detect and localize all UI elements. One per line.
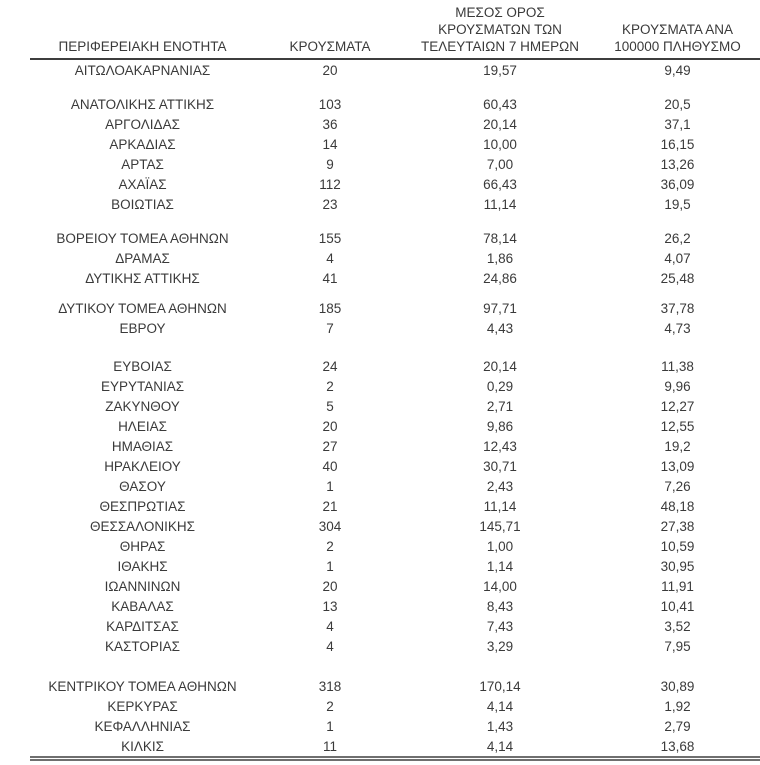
cell-avg-7day: 78,14: [483, 230, 517, 246]
table-row: [30, 114, 760, 134]
cell-avg-7day: 7,00: [486, 156, 514, 172]
cell-avg-7day: 1,14: [486, 558, 514, 574]
cell-avg-7day: 97,71: [483, 300, 517, 316]
table-row: [30, 516, 760, 536]
cell-avg-7day: 2,71: [486, 398, 514, 414]
column-header-line: ΚΡΟΥΣΜΑΤΩΝ ΤΩΝ: [438, 22, 562, 37]
cell-cases: 103: [318, 96, 342, 112]
cell-avg-7day: 4,14: [486, 738, 514, 754]
cell-per-100k: 9,49: [664, 62, 691, 78]
table-row: [30, 556, 760, 576]
cell-cases: 41: [322, 270, 338, 286]
table-row: [30, 476, 760, 496]
column-header-region: [30, 0, 255, 59]
cell-per-100k: 48,18: [660, 498, 695, 514]
cell-per-100k: 20,5: [664, 96, 691, 112]
table-row: [30, 396, 760, 416]
table-row: [30, 716, 760, 736]
cell-avg-7day: 14,00: [483, 578, 517, 594]
cell-cases: 36: [322, 116, 338, 132]
cell-avg-7day: 19,57: [483, 62, 517, 78]
group-spacer: [30, 288, 760, 298]
cell-avg-7day: 1,86: [486, 250, 514, 266]
cell-region-name: ΘΑΣΟΥ: [119, 478, 166, 494]
table-row: [30, 436, 760, 456]
cell-region-name: ΑΝΑΤΟΛΙΚΗΣ ΑΤΤΙΚΗΣ: [70, 96, 215, 112]
column-header-line: ΜΕΣΟΣ ΟΡΟΣ: [455, 5, 545, 20]
table-row: [30, 736, 760, 759]
cell-per-100k: 19,2: [664, 438, 691, 454]
cell-per-100k: 7,26: [664, 478, 691, 494]
cell-cases: 1: [326, 718, 334, 734]
table-row: [30, 456, 760, 476]
cell-cases: 4: [326, 250, 334, 266]
cell-avg-7day: 7,43: [486, 618, 514, 634]
cell-region-name: ΔΡΑΜΑΣ: [115, 250, 170, 266]
cell-avg-7day: 60,43: [483, 96, 517, 112]
cell-per-100k: 7,95: [664, 638, 691, 654]
table-row: [30, 298, 760, 318]
cell-cases: 1: [326, 478, 334, 494]
cell-cases: 2: [326, 538, 334, 554]
cell-per-100k: 30,95: [660, 558, 695, 574]
cell-per-100k: 11,91: [661, 578, 694, 594]
group-spacer-cell: [30, 214, 760, 228]
cell-region-name: ΑΡΚΑΔΙΑΣ: [109, 136, 176, 152]
column-header-line: ΠΕΡΙΦΕΡΕΙΑΚΗ ΕΝΟΤΗΤΑ: [58, 39, 227, 54]
cell-per-100k: 25,48: [660, 270, 695, 286]
cell-cases: 5: [326, 398, 334, 414]
cell-region-name: ΖΑΚΥΝΘΟΥ: [105, 398, 180, 414]
cell-cases: 185: [318, 300, 342, 316]
group-spacer: [30, 80, 760, 94]
cell-region-name: ΚΙΛΚΙΣ: [121, 738, 164, 754]
column-header-per-100k: [595, 0, 760, 59]
cell-avg-7day: 0,29: [486, 378, 514, 394]
cell-cases: 2: [326, 378, 334, 394]
cell-avg-7day: 30,71: [483, 458, 517, 474]
column-header-line: ΚΡΟΥΣΜΑΤΑ: [289, 39, 371, 54]
cell-cases: 24: [322, 358, 338, 374]
cell-per-100k: 3,52: [664, 618, 691, 634]
cell-region-name: ΔΥΤΙΚΗΣ ΑΤΤΙΚΗΣ: [85, 270, 200, 286]
cell-region-name: ΚΕΝΤΡΙΚΟΥ ΤΟΜΕΑ ΑΘΗΝΩΝ: [48, 678, 237, 694]
table-row: [30, 416, 760, 436]
cell-region-name: ΚΑΣΤΟΡΙΑΣ: [105, 638, 180, 654]
cell-per-100k: 16,15: [660, 136, 695, 152]
cell-region-name: ΚΕΦΑΛΛΗΝΙΑΣ: [94, 718, 191, 734]
cell-per-100k: 10,59: [660, 538, 695, 554]
cell-avg-7day: 10,00: [483, 136, 517, 152]
cell-cases: 13: [322, 598, 338, 614]
cell-cases: 9: [326, 156, 334, 172]
cell-per-100k: 12,55: [660, 418, 695, 434]
table-row: [30, 576, 760, 596]
table-row: [30, 268, 760, 288]
cell-region-name: ΔΥΤΙΚΟΥ ΤΟΜΕΑ ΑΘΗΝΩΝ: [58, 300, 227, 316]
cell-avg-7day: 170,14: [479, 678, 521, 694]
cell-avg-7day: 4,43: [486, 320, 514, 336]
cell-per-100k: 37,1: [664, 116, 691, 132]
cell-per-100k: 26,2: [664, 230, 691, 246]
cell-avg-7day: 12,43: [483, 438, 517, 454]
cell-per-100k: 9,96: [664, 378, 691, 394]
group-spacer: [30, 214, 760, 228]
cell-region-name: ΚΑΡΔΙΤΣΑΣ: [106, 618, 179, 634]
table-row: [30, 596, 760, 616]
table-body: [30, 59, 760, 759]
regional-cases-table: [30, 0, 760, 761]
cell-cases: 318: [318, 678, 342, 694]
table-row: [30, 134, 760, 154]
cell-region-name: ΑΧΑΪΑΣ: [118, 176, 167, 192]
cell-cases: 304: [318, 518, 342, 534]
cell-region-name: ΘΕΣΣΑΛΟΝΙΚΗΣ: [89, 518, 196, 534]
cell-avg-7day: 1,00: [486, 538, 514, 554]
cell-cases: 11: [322, 738, 337, 754]
cell-region-name: ΙΩΑΝΝΙΝΩΝ: [104, 578, 181, 594]
table-row: [30, 616, 760, 636]
cell-cases: 27: [322, 438, 338, 454]
cell-avg-7day: 2,43: [486, 478, 514, 494]
cell-region-name: ΙΘΑΚΗΣ: [117, 558, 168, 574]
cell-per-100k: 4,73: [664, 320, 691, 336]
cell-per-100k: 13,26: [660, 156, 695, 172]
table-row: [30, 194, 760, 214]
table-row: [30, 536, 760, 556]
cell-region-name: ΕΥΒΟΙΑΣ: [113, 358, 172, 374]
group-spacer-cell: [30, 338, 760, 356]
table-header: [30, 0, 760, 59]
cell-per-100k: 1,92: [664, 698, 691, 714]
cell-per-100k: 19,5: [664, 196, 691, 212]
cell-per-100k: 37,78: [660, 300, 695, 316]
cell-region-name: ΘΗΡΑΣ: [119, 538, 166, 554]
group-spacer-cell: [30, 288, 760, 298]
cell-cases: 4: [326, 618, 334, 634]
table-row: [30, 228, 760, 248]
cell-region-name: ΗΜΑΘΙΑΣ: [111, 438, 174, 454]
table-row: [30, 174, 760, 194]
cell-per-100k: 27,38: [660, 518, 695, 534]
cell-avg-7day: 9,86: [486, 418, 514, 434]
cell-region-name: ΕΥΡΥΤΑΝΙΑΣ: [100, 378, 185, 394]
group-spacer-cell: [30, 656, 760, 676]
cell-cases: 20: [322, 578, 338, 594]
table-row: [30, 154, 760, 174]
cell-cases: 40: [322, 458, 338, 474]
cell-avg-7day: 11,14: [483, 196, 517, 212]
table-header-row: [30, 0, 760, 59]
cell-cases: 4: [326, 638, 334, 654]
cell-avg-7day: 4,14: [486, 698, 514, 714]
cell-cases: 7: [326, 320, 334, 336]
table-row: [30, 496, 760, 516]
cell-avg-7day: 20,14: [483, 358, 517, 374]
cell-avg-7day: 3,29: [486, 638, 514, 654]
cell-cases: 112: [319, 176, 341, 192]
group-spacer-cell: [30, 80, 760, 94]
cell-cases: 20: [322, 418, 338, 434]
cell-cases: 20: [322, 62, 338, 78]
cell-avg-7day: 11,14: [483, 498, 517, 514]
group-spacer: [30, 656, 760, 676]
cell-avg-7day: 20,14: [483, 116, 517, 132]
cell-per-100k: 2,79: [664, 718, 691, 734]
cell-cases: 14: [322, 136, 338, 152]
table-row: [30, 696, 760, 716]
cell-region-name: ΒΟΡΕΙΟΥ ΤΟΜΕΑ ΑΘΗΝΩΝ: [56, 230, 229, 246]
table-row: [30, 318, 760, 338]
cell-region-name: ΑΙΤΩΛΟΑΚΑΡΝΑΝΙΑΣ: [74, 62, 211, 78]
cell-region-name: ΑΡΓΟΛΙΔΑΣ: [105, 116, 180, 132]
cell-region-name: ΗΛΕΙΑΣ: [118, 418, 167, 434]
cell-region-name: ΑΡΤΑΣ: [121, 156, 164, 172]
column-header-line: ΤΕΛΕΥΤΑΙΩΝ 7 ΗΜΕΡΩΝ: [421, 39, 579, 54]
cell-region-name: ΒΟΙΩΤΙΑΣ: [111, 196, 174, 212]
table-row: [30, 636, 760, 656]
cell-per-100k: 36,09: [660, 176, 695, 192]
cell-cases: 155: [318, 230, 342, 246]
cell-cases: 2: [326, 698, 334, 714]
column-header-line: 100000 ΠΛΗΘΥΣΜΟ: [614, 39, 741, 54]
cell-avg-7day: 145,71: [479, 518, 521, 534]
cell-per-100k: 30,89: [660, 678, 695, 694]
table-row: [30, 94, 760, 114]
column-header-cases: [255, 0, 405, 59]
column-header-avg-7day: [405, 0, 595, 59]
cell-per-100k: 13,09: [660, 458, 695, 474]
group-spacer: [30, 338, 760, 356]
cell-avg-7day: 24,86: [483, 270, 517, 286]
cell-region-name: ΚΑΒΑΛΑΣ: [111, 598, 174, 614]
table-row: [30, 676, 760, 696]
table-row: [30, 376, 760, 396]
table-row: [30, 356, 760, 376]
cell-region-name: ΕΒΡΟΥ: [119, 320, 166, 336]
cell-per-100k: 11,38: [661, 358, 694, 374]
table-row: [30, 248, 760, 268]
cell-per-100k: 10,41: [660, 598, 695, 614]
cell-per-100k: 12,27: [660, 398, 695, 414]
table-row: [30, 59, 760, 80]
cell-region-name: ΗΡΑΚΛΕΙΟΥ: [104, 458, 181, 474]
cell-region-name: ΚΕΡΚΥΡΑΣ: [107, 698, 178, 714]
cell-per-100k: 4,07: [664, 250, 691, 266]
cell-cases: 23: [322, 196, 338, 212]
cell-cases: 1: [326, 558, 334, 574]
cell-per-100k: 13,68: [660, 738, 695, 754]
cell-avg-7day: 8,43: [486, 598, 514, 614]
cell-cases: 21: [322, 498, 338, 514]
cell-avg-7day: 1,43: [486, 718, 514, 734]
cell-region-name: ΘΕΣΠΡΩΤΙΑΣ: [99, 498, 186, 514]
cell-avg-7day: 66,43: [483, 176, 517, 192]
column-header-line: ΚΡΟΥΣΜΑΤΑ ΑΝΑ: [622, 22, 733, 37]
